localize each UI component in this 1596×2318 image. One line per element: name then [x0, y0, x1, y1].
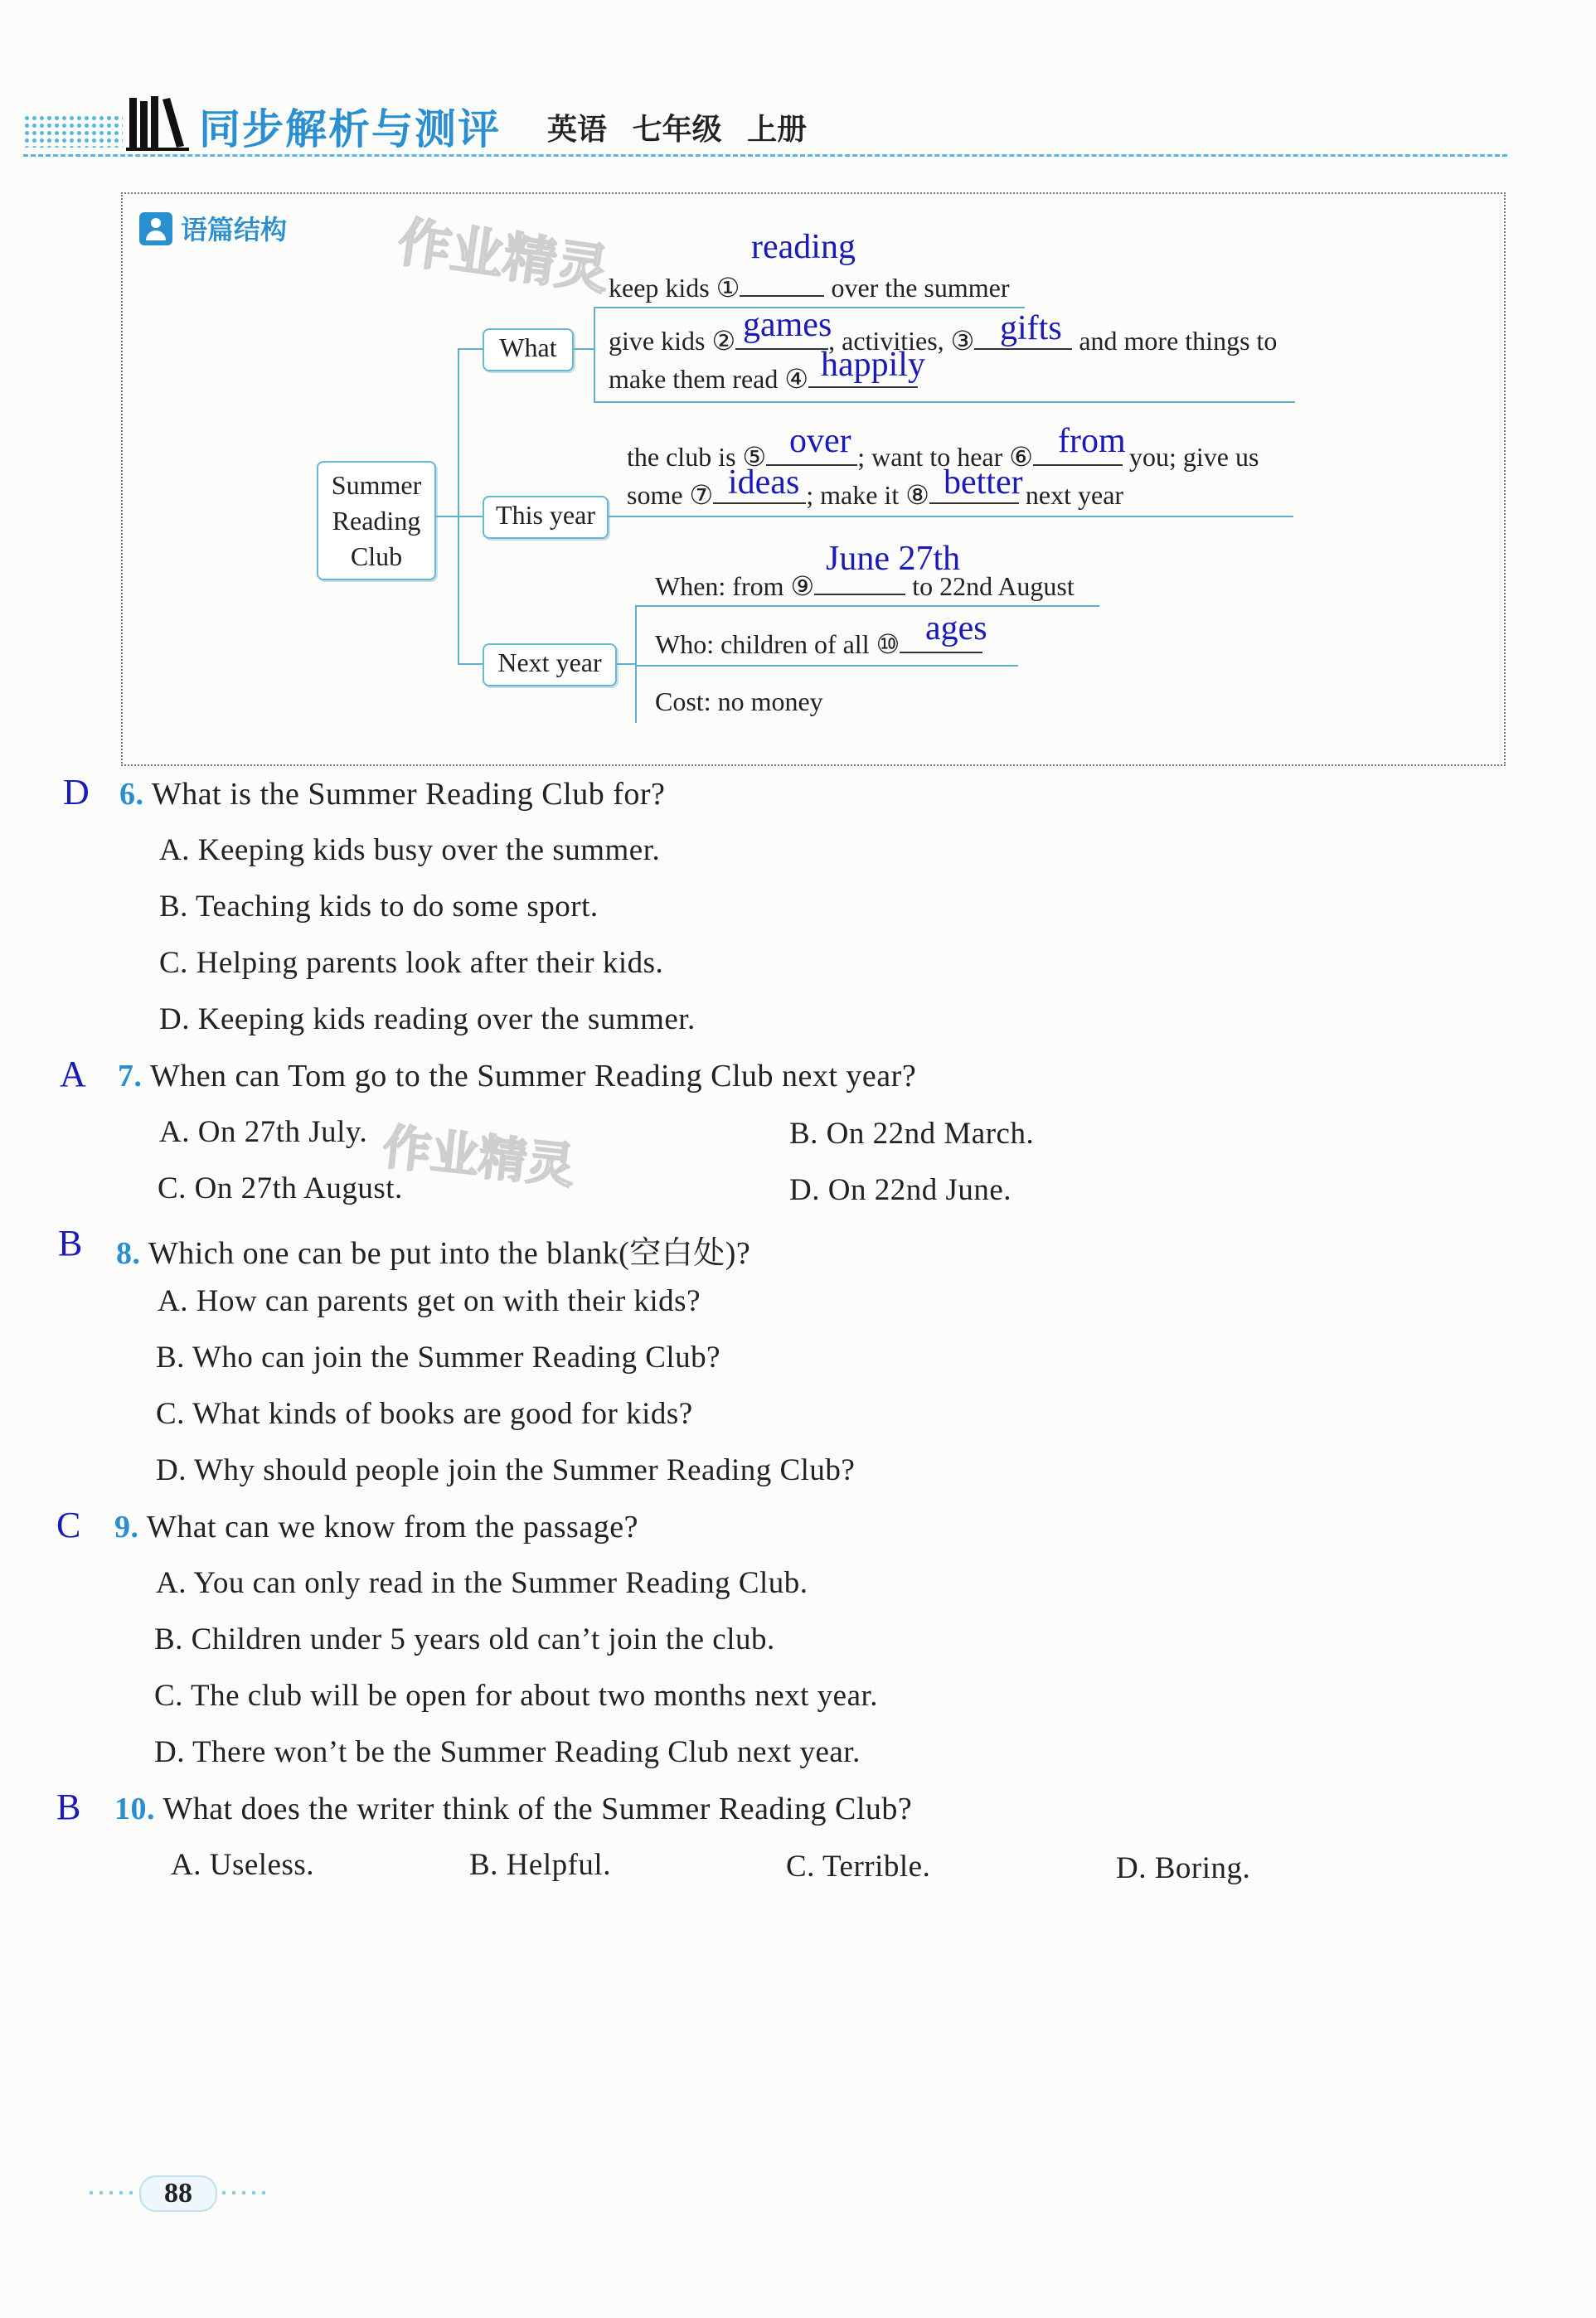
book-info	[547, 106, 807, 148]
option: C. On 27th August.	[158, 1171, 403, 1205]
question-6: 6. What is the Summer Reading Club for?	[119, 777, 666, 812]
question-10: 10. What does the writer think of the Summer Reading Club?	[114, 1792, 913, 1826]
branch-next-year: Next year	[483, 643, 617, 686]
underline	[594, 401, 1295, 403]
watermark: 作业精灵	[380, 1118, 578, 1195]
grade: 七年级	[632, 113, 722, 147]
answer-6: from	[1058, 422, 1126, 460]
connector	[617, 663, 635, 665]
what-line-2: give kids ② , activities, ③ and more things to	[609, 323, 1277, 356]
person-icon	[139, 212, 172, 245]
question-9: 9. What can we know from the passage?	[114, 1510, 638, 1545]
this-year-line-2: some ⑦ ; make it ⑧ next year	[627, 478, 1123, 511]
page-number: 88	[139, 2175, 217, 2212]
bracket-what	[594, 307, 595, 401]
option: D. There won’t be the Summer Reading Club next year.	[154, 1735, 861, 1769]
option: C. Terrible.	[786, 1850, 931, 1884]
option: D. On 22nd June.	[789, 1173, 1012, 1207]
option: A. Keeping kids busy over the summer.	[159, 833, 661, 867]
connector	[436, 516, 459, 517]
answer-4: happily	[821, 346, 925, 384]
answer-3: gifts	[1000, 309, 1062, 347]
what-line-1: keep kids ① over the summer	[609, 270, 1009, 303]
option: B. Children under 5 years old can’t join the club.	[154, 1622, 775, 1656]
connector	[458, 663, 483, 665]
option: A. On 27th July.	[159, 1115, 368, 1149]
underline	[635, 605, 1099, 607]
books-logo-icon	[126, 93, 189, 153]
footer-dots	[86, 2190, 136, 2195]
this-year-line-1: the club is ⑤ ; want to hear ⑥ you; give us	[627, 439, 1259, 473]
answer-10: ages	[925, 609, 987, 647]
option: A. You can only read in the Summer Reading Club.	[156, 1566, 808, 1600]
option: C. Helping parents look after their kids.	[159, 946, 664, 980]
option: A. Useless.	[171, 1848, 315, 1882]
section-label: 语篇结构	[139, 209, 287, 248]
option: C. The club will be open for about two months next year.	[154, 1679, 879, 1713]
answer-9: June 27th	[826, 540, 961, 578]
answer-2: games	[743, 306, 832, 344]
connector	[458, 516, 483, 517]
answer-7: ideas	[728, 463, 800, 502]
subject: 英语	[547, 113, 608, 147]
question-8: 8. Which one can be put into the blank(空白处)?	[116, 1236, 751, 1271]
next-year-who: Who: children of all ⑩	[655, 627, 982, 660]
option: B. Teaching kids to do some sport.	[159, 890, 599, 924]
option: B. Who can join the Summer Reading Club?	[156, 1341, 721, 1375]
option: D. Keeping kids reading over the summer.	[159, 1002, 696, 1036]
option: C. What kinds of books are good for kids?	[156, 1397, 693, 1431]
branch-what: What	[483, 328, 574, 371]
option: B. On 22nd March.	[789, 1117, 1035, 1151]
footer-dots	[219, 2190, 269, 2195]
answer-key: D	[63, 772, 90, 812]
answer-key: A	[60, 1054, 86, 1094]
next-year-when: When: from ⑨ to 22nd August	[655, 569, 1075, 602]
connector	[574, 348, 594, 350]
answer-key: C	[56, 1505, 81, 1545]
watermark: 作业精灵	[394, 211, 614, 303]
bracket-next-year	[635, 605, 637, 723]
volume: 上册	[747, 113, 808, 147]
book-series-title: 同步解析与测评	[199, 105, 501, 153]
what-line-3: make them read ④	[609, 361, 918, 395]
next-year-cost: Cost: no money	[655, 686, 823, 716]
answer-key: B	[56, 1787, 81, 1827]
underline	[635, 665, 1018, 667]
question-7: 7. When can Tom go to the Summer Reading Club next year?	[118, 1059, 917, 1094]
header-divider	[23, 154, 1507, 157]
underline	[609, 516, 1293, 517]
answer-1: reading	[751, 228, 856, 266]
answer-5: over	[789, 422, 851, 460]
option: D. Boring.	[1116, 1851, 1251, 1885]
answer-8: better	[944, 463, 1023, 502]
connector-vertical	[458, 348, 459, 665]
branch-this-year: This year	[483, 496, 609, 539]
option: B. Helpful.	[469, 1848, 611, 1882]
header-dot-pattern	[23, 114, 123, 148]
answer-key: B	[58, 1223, 83, 1263]
option: D. Why should people join the Summer Reading Club?	[156, 1453, 856, 1487]
option: A. How can parents get on with their kids?	[158, 1284, 701, 1318]
root-node: Summer Reading Club	[317, 461, 436, 580]
connector	[458, 348, 483, 350]
